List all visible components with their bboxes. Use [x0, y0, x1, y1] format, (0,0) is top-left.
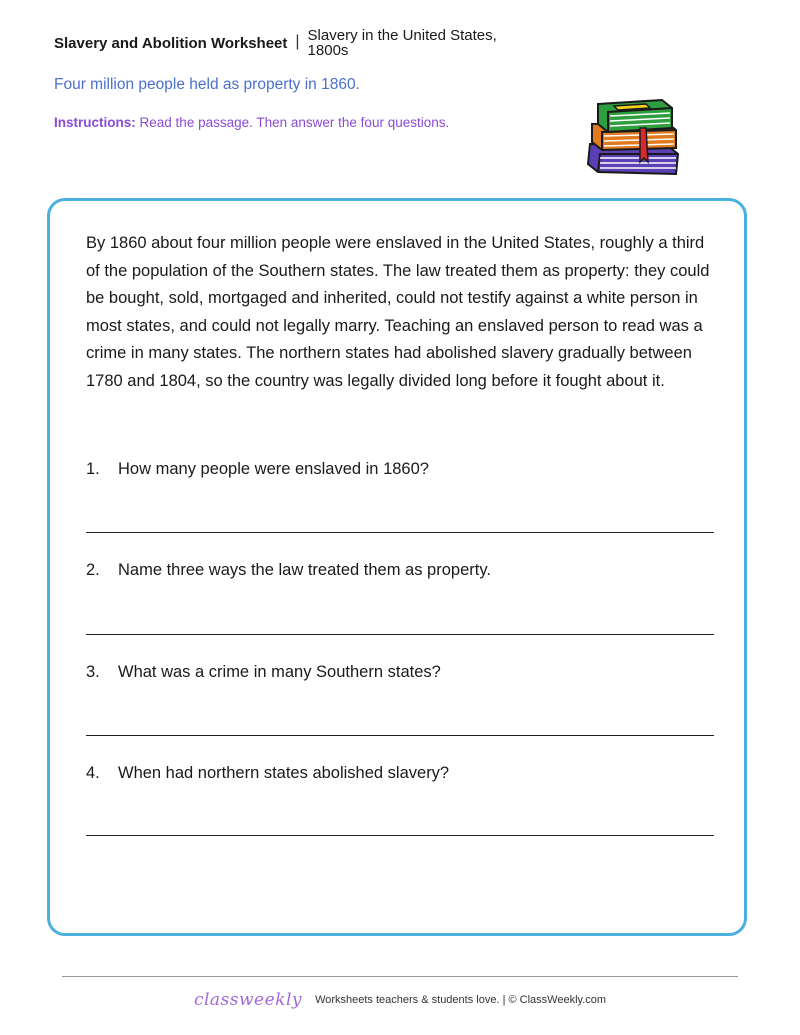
question-number: 4. [86, 764, 100, 782]
question-2 [86, 561, 491, 580]
instructions-label: Instructions: [54, 115, 136, 130]
reading-passage: By 1860 about four million people were enslaved in the United States, roughly a third of the population of the Southern states. The law treated them as property: they could be bought, sold, mortgaged and inherited, could not testify against a white person in most states, and could not legally marry. Teaching an enslaved person to read was a crime in many states. The northern states had abolished slavery gradually between 1780 and 1804, so the country was legally divided long before it fought about it. [86, 234, 710, 390]
answer-line-2[interactable] [86, 634, 714, 635]
answer-line-1[interactable] [86, 532, 714, 533]
question-number: 2. [86, 561, 100, 579]
worksheet-topic: Slavery in the United States, 1800s [307, 27, 497, 59]
footer-tagline: Worksheets teachers & students love. [315, 994, 500, 1006]
footer-separator: | [502, 994, 506, 1006]
question-text: What was a crime in many Southern states? [118, 663, 441, 681]
question-3 [86, 663, 441, 682]
brand-logo: classweekly [193, 990, 302, 1010]
question-4 [86, 764, 449, 783]
page-footer [0, 990, 800, 1010]
footer-copyright: © ClassWeekly.com [508, 994, 607, 1006]
worksheet-title: Slavery and Abolition Worksheet [54, 35, 288, 52]
answer-line-4[interactable] [86, 835, 714, 836]
header-separator: | [295, 33, 300, 50]
question-number: 3. [86, 663, 100, 681]
answer-line-3[interactable] [86, 735, 714, 736]
worksheet-subtitle: Four million people held as property in 1860. [54, 76, 360, 93]
green-book [598, 100, 672, 132]
worksheet-header [54, 28, 528, 58]
footer-divider [62, 976, 738, 977]
books-icon [584, 96, 688, 180]
question-text: Name three ways the law treated them as property. [118, 561, 491, 579]
question-1 [86, 460, 429, 479]
instructions [54, 115, 449, 130]
question-number: 1. [86, 460, 100, 478]
question-text: How many people were enslaved in 1860? [118, 460, 429, 478]
instructions-text: Read the passage. Then answer the four questions. [139, 115, 450, 130]
question-text: When had northern states abolished slavery? [118, 764, 450, 782]
bookmark-ribbon [640, 128, 648, 162]
